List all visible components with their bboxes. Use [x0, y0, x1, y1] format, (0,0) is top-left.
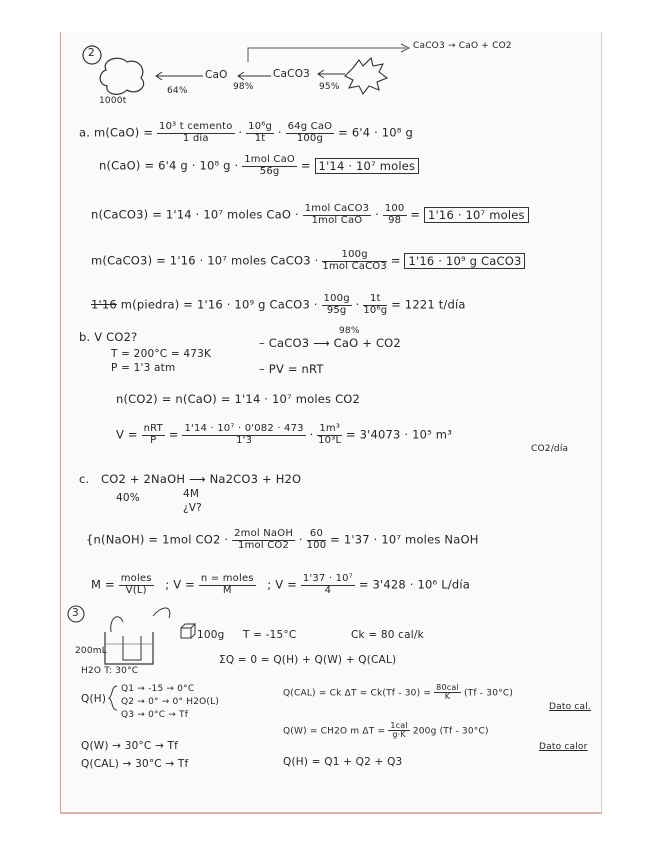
part-c-pct: 40% [116, 492, 140, 504]
result-box: 1'16 · 10⁹ g CaCO3 [404, 253, 525, 269]
ice-cube-icon [181, 628, 191, 638]
fraction: $\frac{\text{1'14 · 10⁷ · 0'082 · 473}}{1'3}$ [184, 423, 304, 446]
top-reaction: CaCO3 → CaO + CO2 [413, 41, 512, 51]
part-c-molarity: 4M [183, 488, 200, 500]
qcal-note: Dato cal. [549, 702, 591, 712]
result-box: 1'14 · 10⁷ moles [315, 158, 420, 174]
qh-label: Q(H) [81, 693, 107, 705]
beaker-temp: H2O T: 30°C [81, 666, 139, 676]
part-c-label: c. [79, 472, 90, 486]
sum-equation: ΣQ = 0 = Q(H) + Q(W) + Q(CAL) [219, 654, 397, 666]
pct-98: 98% [233, 82, 254, 92]
part-c-reaction-line: c. CO2 + 2NaOH ⟶ Na2CO3 + H2O [79, 472, 302, 486]
cloud-icon [100, 58, 143, 94]
part-b-reaction-pct: 98% [339, 326, 360, 336]
part-a-line-4: m(CaCO3) = 1'16 · 10⁷ moles CaCO3 · $\frac{100g}{\text{1mol CaCO3}}$ = 1'16 · 10⁹ g CaCO3 [91, 250, 525, 272]
part-b-temp: T = 200°C = 473K [111, 348, 212, 360]
pct-64: 64% [167, 86, 188, 96]
cao-label: CaO [205, 69, 228, 81]
qw-line: Q(W) = CH2O m ΔT = $\frac{\text{1cal}}{g\cdot K}$ 200g (Tf - 30°C) [283, 721, 489, 740]
fraction: $\frac{\text{moles}}{V(L)}$ [120, 573, 152, 596]
cloud-label: 1000t [99, 96, 127, 106]
section-2-number: 2 [88, 47, 95, 59]
notebook-page [60, 32, 602, 814]
fraction: $\frac{\text{64g CaO}}{100g}$ [287, 121, 333, 144]
fraction: $\frac{100g}{95g}$ [323, 293, 350, 316]
ice-mass: 100g [197, 629, 225, 641]
fraction: $\frac{\text{10³ t cemento}}{\text{1 día}}$ [159, 121, 233, 144]
strike-text: 1'16 [91, 297, 117, 312]
beaker-icon [105, 632, 153, 664]
fraction: $\frac{\text{10⁶g}}{1t}$ [248, 121, 273, 144]
fraction: $\frac{60}{100}$ [306, 528, 327, 551]
part-b-reaction: – CaCO3 ⟶ CaO + CO2 [259, 336, 401, 350]
fraction: $\frac{\text{nRT}}{P}$ [143, 423, 163, 446]
part-c-volume-line: M = $\frac{\text{moles}}{V(L)}$ ; V = $\frac{\text{n = moles}}{M}$ ; V = $\frac{\text{1'37 · 10⁷}}{4}$ = 3'428 · 10⁶ L/día [91, 573, 471, 596]
qw-arrow-line: Q(W) → 30°C → Tf [81, 740, 179, 752]
part-a-line-2: n(CaO) = 6'4 g · 10⁸ g · $\frac{\text{1mol CaO}}{56g}$ = 1'14 · 10⁷ moles [99, 155, 419, 177]
qh-sum-line: Q(H) = Q1 + Q2 + Q3 [283, 756, 403, 768]
qw-note: Dato calor [539, 742, 588, 752]
fraction: $\frac{\text{1'37 · 10⁷}}{4}$ [302, 573, 353, 596]
part-b-label: b. [79, 330, 91, 344]
fraction: $\frac{\text{1mol CaCO3}}{\text{1mol CaO}}$ [304, 203, 370, 226]
q3-step: Q3 → 0°C → Tf [121, 710, 189, 720]
fraction: $\frac{100}{98}$ [384, 203, 405, 226]
part-c-n-line: {n(NaOH) = 1mol CO2 · $\frac{\text{2mol NaOH}}{\text{1mol CO2}}$ · $\frac{60}{100}$ = 1'37 · 10⁷ moles NaOH [86, 528, 479, 551]
q1-step: Q1 → -15 → 0°C [121, 684, 195, 694]
fraction: $\frac{1t}{\text{10⁶g}}$ [363, 293, 388, 316]
qcal-arrow-line: Q(CAL) → 30°C → Tf [81, 758, 189, 770]
section-3-number: 3 [72, 607, 79, 619]
part-b-n-line: n(CO2) = n(CaO) = 1'14 · 10⁷ moles CO2 [116, 392, 361, 406]
part-b-volume-unit: CO2/día [531, 444, 569, 454]
part-a-line-3: n(CaCO3) = 1'14 · 10⁷ moles CaO · $\frac{\text{1mol CaCO3}}{\text{1mol CaO}}$ · $\frac{100}{98}$ = 1'16 · 10⁷ moles [91, 204, 529, 226]
q2-step: Q2 → 0° → 0° H2O(L) [121, 697, 220, 707]
qcal-line: Q(CAL) = Ck ΔT = Ck(Tf - 30) = $\frac{\text{80cal}}{K}$ (Tf - 30°C) [283, 683, 514, 702]
fraction: $\frac{100g}{\text{1mol CaCO3}}$ [322, 249, 387, 272]
fraction: $\frac{\text{n = moles}}{M}$ [200, 573, 254, 596]
rock-icon [345, 58, 387, 94]
beaker-volume: 200mL [75, 646, 107, 656]
caco3-label: CaCO3 [273, 68, 311, 80]
fraction: $\frac{\text{1cal}}{g\cdot K}$ [390, 721, 408, 740]
fraction: $\frac{\text{2mol NaOH}}{\text{1mol CO2}}$ [234, 528, 294, 551]
part-b-header: b. V CO2? [79, 330, 138, 344]
result-box: 1'16 · 10⁷ moles [424, 207, 529, 223]
part-a-label: a. [79, 125, 91, 140]
part-a-line-1: a. m(CaO) = $\frac{\text{10³ t cemento}}{\text{1 día}}$ · $\frac{\text{10⁶g}}{1t}$ · $\frac{\text{64g CaO}}{100g}$ = 6'4 · 10⁸ g [79, 121, 413, 144]
part-b-pressure: P = 1'3 atm [111, 362, 176, 374]
ice-temp: T = -15°C [243, 629, 297, 641]
part-c-question: ¿V? [183, 502, 202, 514]
pct-95: 95% [319, 82, 340, 92]
qh-brace [109, 686, 117, 710]
part-b-volume-line: V = $\frac{\text{nRT}}{P}$ = $\frac{\text{1'14 · 10⁷ · 0'082 · 473}}{1'3}$ · $\frac{\text{1m³}}{\text{10³L}}$ = 3'4073 · 10⁵ m³ [116, 423, 453, 446]
ck-value: Ck = 80 cal/k [351, 629, 424, 641]
fraction: $\frac{\text{80cal}}{K}$ [436, 683, 459, 702]
part-a-line-5: 1'16 m(piedra) = 1'16 · 10⁹ g CaCO3 · $\frac{100g}{95g}$ · $\frac{1t}{\text{10⁶g}}$ = 1221 t/día [91, 293, 466, 316]
part-b-pv: – PV = nRT [259, 362, 324, 376]
top-arrow-line [248, 48, 406, 62]
fraction: $\frac{\text{1mol CaO}}{56g}$ [244, 154, 295, 177]
fraction: $\frac{\text{1m³}}{\text{10³L}}$ [318, 423, 342, 446]
inner-beaker-icon [123, 636, 141, 660]
